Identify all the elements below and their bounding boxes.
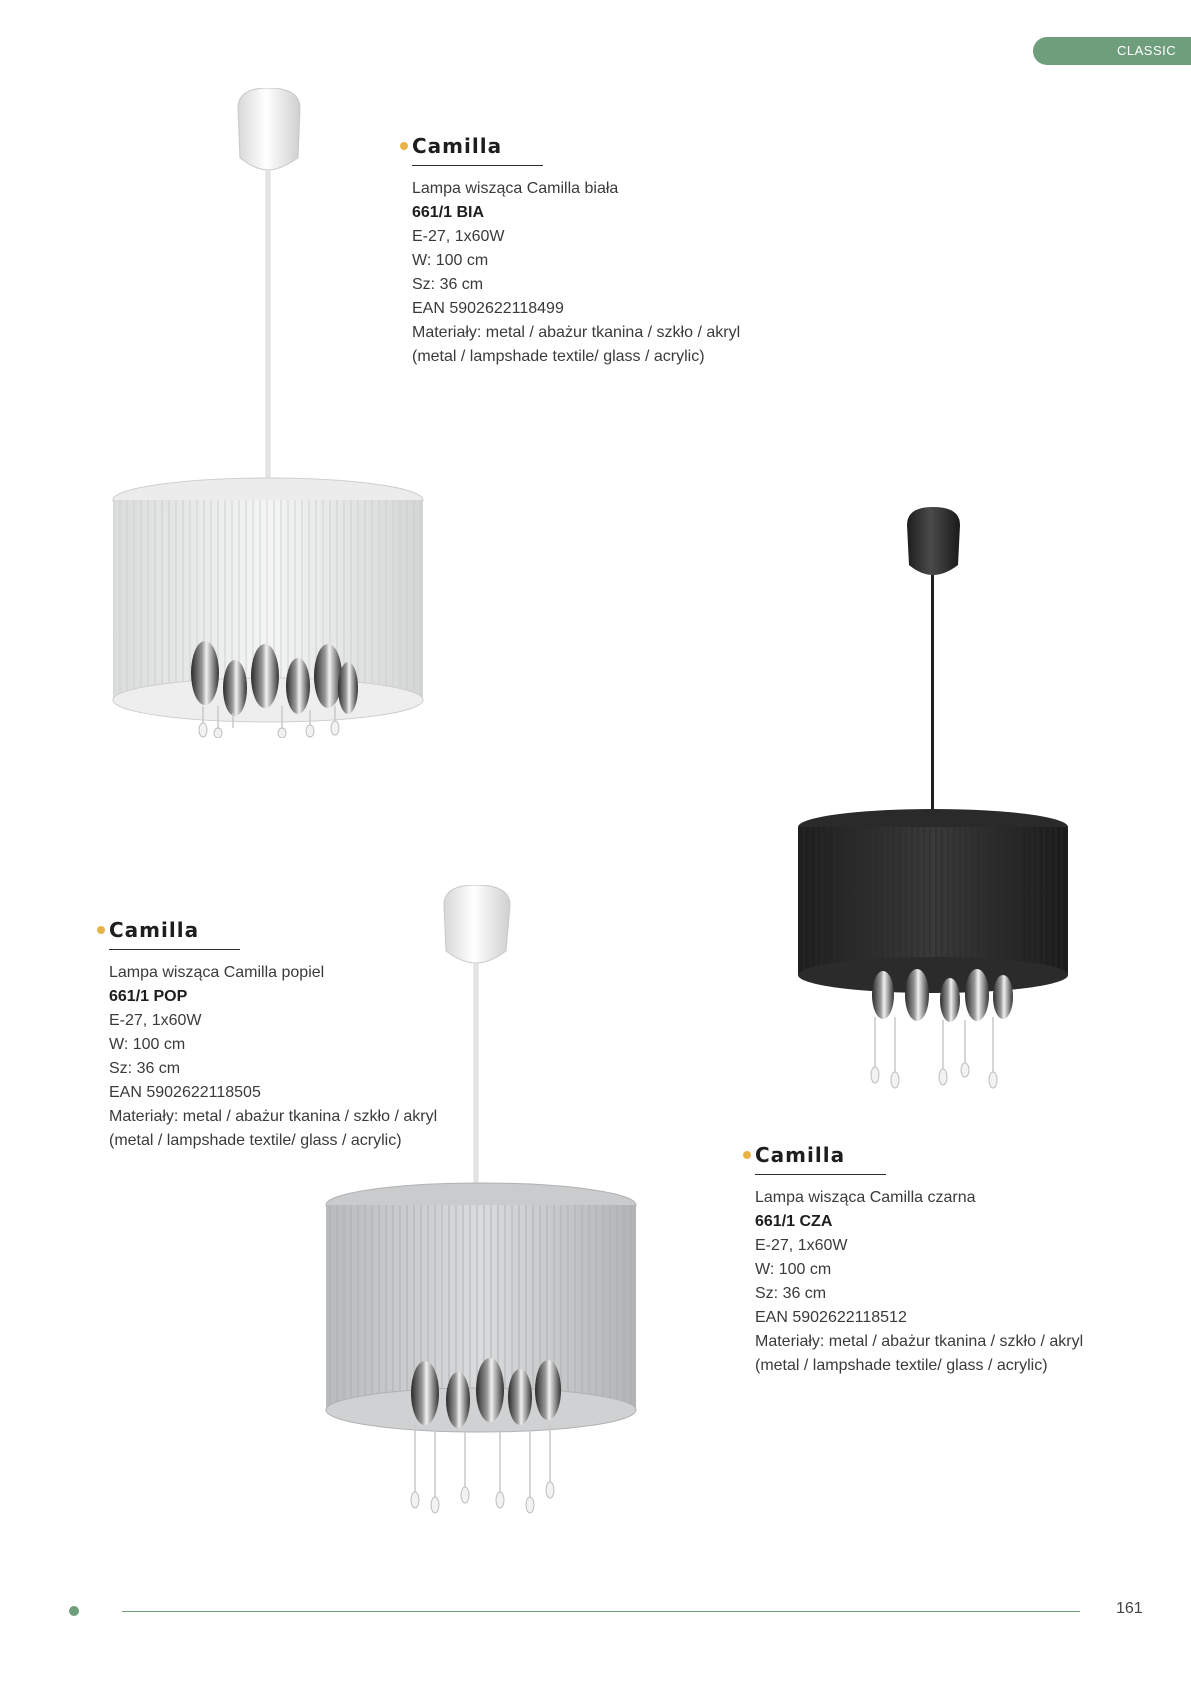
product-bulb: E-27, 1x60W xyxy=(109,1012,202,1029)
product-camilla-grey xyxy=(109,915,489,1153)
page-number: 161 xyxy=(1116,1600,1143,1617)
bullet-dot xyxy=(400,142,408,150)
product-camilla-white xyxy=(412,131,792,369)
product-description: Lampa wisząca Camilla biała xyxy=(412,180,619,197)
section-tab-label: CLASSIC xyxy=(1117,43,1177,58)
product-code: 661/1 CZA xyxy=(755,1213,833,1230)
product-width: Sz: 36 cm xyxy=(755,1285,827,1302)
product-materials-pl: Materiały: metal / abażur tkanina / szkło / akryl xyxy=(412,324,741,341)
product-description: Lampa wisząca Camilla czarna xyxy=(755,1189,976,1206)
product-title: Camilla xyxy=(755,1143,846,1167)
title-underline xyxy=(109,949,240,950)
product-ean: EAN 5902622118505 xyxy=(109,1084,261,1101)
product-height: W: 100 cm xyxy=(412,252,489,269)
product-materials-pl: Materiały: metal / abażur tkanina / szkło / akryl xyxy=(109,1108,438,1125)
product-width: Sz: 36 cm xyxy=(412,276,484,293)
product-materials-en: (metal / lampshade textile/ glass / acrylic) xyxy=(109,1132,402,1149)
product-ean: EAN 5902622118499 xyxy=(412,300,564,317)
footer-divider xyxy=(122,1611,1080,1612)
product-description: Lampa wisząca Camilla popiel xyxy=(109,964,325,981)
product-title: Camilla xyxy=(109,918,200,942)
product-bulb: E-27, 1x60W xyxy=(412,228,505,245)
footer-dot xyxy=(69,1606,79,1616)
product-ean: EAN 5902622118512 xyxy=(755,1309,907,1326)
product-bulb: E-27, 1x60W xyxy=(755,1237,848,1254)
bullet-dot xyxy=(743,1151,751,1159)
product-materials-pl: Materiały: metal / abażur tkanina / szkło / akryl xyxy=(755,1333,1084,1350)
product-materials-en: (metal / lampshade textile/ glass / acrylic) xyxy=(412,348,705,365)
product-materials-en: (metal / lampshade textile/ glass / acrylic) xyxy=(755,1357,1048,1374)
product-height: W: 100 cm xyxy=(755,1261,832,1278)
product-camilla-black xyxy=(755,1140,1135,1378)
product-width: Sz: 36 cm xyxy=(109,1060,181,1077)
section-tab xyxy=(1033,37,1191,65)
title-underline xyxy=(755,1174,886,1175)
lamp-image-white xyxy=(110,88,440,738)
lamp-image-black xyxy=(795,505,1085,1095)
product-height: W: 100 cm xyxy=(109,1036,186,1053)
product-title: Camilla xyxy=(412,134,503,158)
product-code: 661/1 BIA xyxy=(412,204,485,221)
bullet-dot xyxy=(97,926,105,934)
product-code: 661/1 POP xyxy=(109,988,188,1005)
title-underline xyxy=(412,165,543,166)
